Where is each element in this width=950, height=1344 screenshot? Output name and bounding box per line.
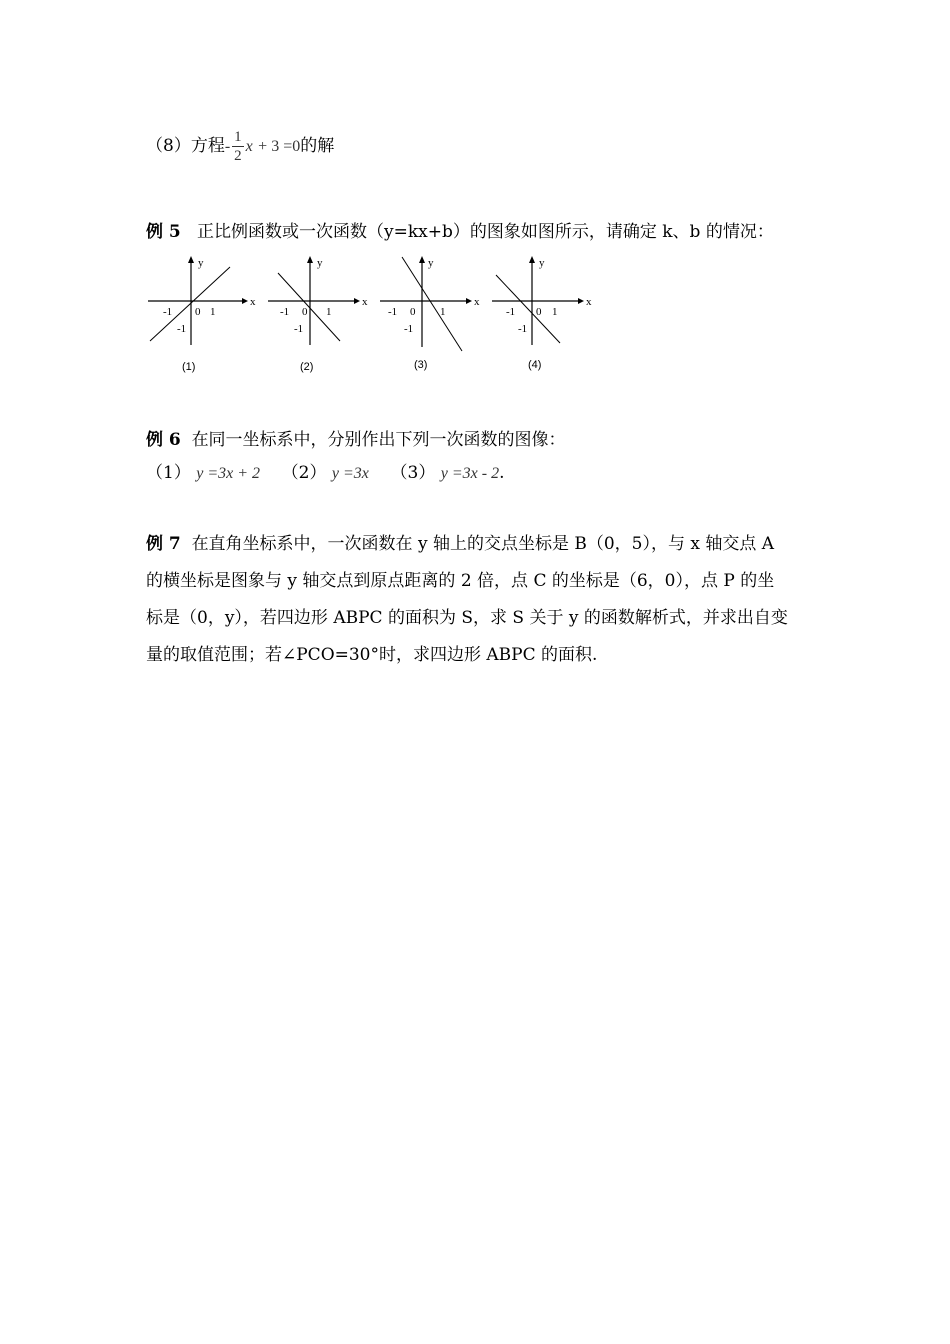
graph-3-y-axis-label: y — [428, 257, 434, 269]
graph-4-tick: -1 — [518, 323, 528, 335]
fraction-numerator: 1 — [234, 129, 242, 145]
graph-4-tick: 1 — [552, 306, 558, 318]
graph-1-y-axis-label: y — [198, 257, 204, 269]
graph-2-svg — [264, 255, 374, 380]
graph-4-y-axis-label: y — [539, 257, 545, 269]
item-8-equation-rest: + 3 =0 — [258, 138, 301, 155]
graph-1-svg — [146, 255, 256, 380]
item-8-minus: - — [224, 138, 231, 155]
graph-1-tick: -1 — [177, 323, 187, 335]
graph-1-x-axis-label: x — [250, 296, 256, 308]
graph-3-tick: 1 — [440, 306, 446, 318]
item-8-label: （8）方程 — [146, 136, 225, 156]
example-7-line-3: 标是（0，y），若四边形 ABPC 的面积为 S，求 S 关于 y 的函数解析式，并求出自变 — [146, 608, 788, 628]
graph-2-tick: 1 — [326, 306, 332, 318]
graph-4-x-axis-label: x — [586, 296, 592, 308]
graph-3-tick: 0 — [410, 306, 416, 318]
graph-2 — [264, 255, 374, 384]
fraction — [232, 128, 244, 165]
graph-1-tick: 0 — [195, 306, 201, 318]
example-6-item-expr: y =3x + 2 — [196, 465, 261, 482]
graph-3 — [376, 255, 486, 384]
item-8-variable: x — [245, 138, 253, 155]
graph-4-tick: 0 — [536, 306, 542, 318]
graph-2-x-axis-label: x — [362, 296, 368, 308]
graph-1-tick: 1 — [210, 306, 216, 318]
example-5-text: 正比例函数或一次函数（y=kx+b）的图象如图所示，请确定 k、b 的情况： — [196, 222, 774, 242]
example-7-line-2: 的横坐标是图象与 y 轴交点到原点距离的 2 倍，点 C 的坐标是（6，0），点 P 的坐 — [146, 571, 775, 591]
item-8 — [146, 128, 334, 165]
example-6-item-expr: y =3x — [331, 465, 369, 482]
graph-3-caption: (3) — [414, 359, 428, 371]
graph-3-tick: -1 — [404, 323, 414, 335]
graph-1 — [146, 255, 256, 384]
graph-1-tick: -1 — [163, 306, 173, 318]
graph-2-caption: (2) — [300, 361, 314, 373]
example-6-end-period: . — [499, 463, 505, 483]
graph-3-x-axis-label: x — [474, 296, 480, 308]
graph-4 — [490, 255, 600, 384]
graph-3-svg — [376, 255, 486, 380]
graph-2-y-axis-label: y — [317, 257, 323, 269]
graph-4-caption: (4) — [528, 359, 542, 371]
example-7-label: 例 7 — [146, 534, 181, 554]
example-6-items — [146, 462, 504, 485]
example-6-item-num: （1） — [146, 463, 191, 483]
example-6-text: 在同一坐标系中，分别作出下列一次函数的图像： — [191, 430, 566, 450]
graph-2-tick: -1 — [294, 323, 304, 335]
example-6-label: 例 6 — [146, 430, 181, 450]
graph-4-tick: -1 — [506, 306, 516, 318]
example-6-item-num: （3） — [390, 463, 436, 483]
example-5-heading — [146, 221, 774, 243]
example-6-item-num: （2） — [281, 463, 327, 483]
graph-2-tick: 0 — [302, 306, 308, 318]
example-6-heading — [146, 429, 566, 451]
fraction-denominator: 2 — [234, 148, 242, 164]
item-8-tail: 的解 — [300, 136, 335, 156]
graph-3-tick: -1 — [388, 306, 398, 318]
example-7-line-4: 量的取值范围；若∠PCO=30°时，求四边形 ABPC 的面积. — [146, 645, 598, 665]
example-7-line-1 — [146, 533, 774, 555]
graph-1-caption: (1) — [182, 361, 196, 373]
example-7-text: 在直角坐标系中，一次函数在 y 轴上的交点坐标是 B（0，5），与 x 轴交点 A — [191, 534, 775, 554]
graph-2-tick: -1 — [280, 306, 290, 318]
graph-4-svg — [490, 255, 600, 380]
example-5-label: 例 5 — [146, 222, 181, 242]
example-6-item-expr: y =3x - 2 — [440, 465, 500, 482]
